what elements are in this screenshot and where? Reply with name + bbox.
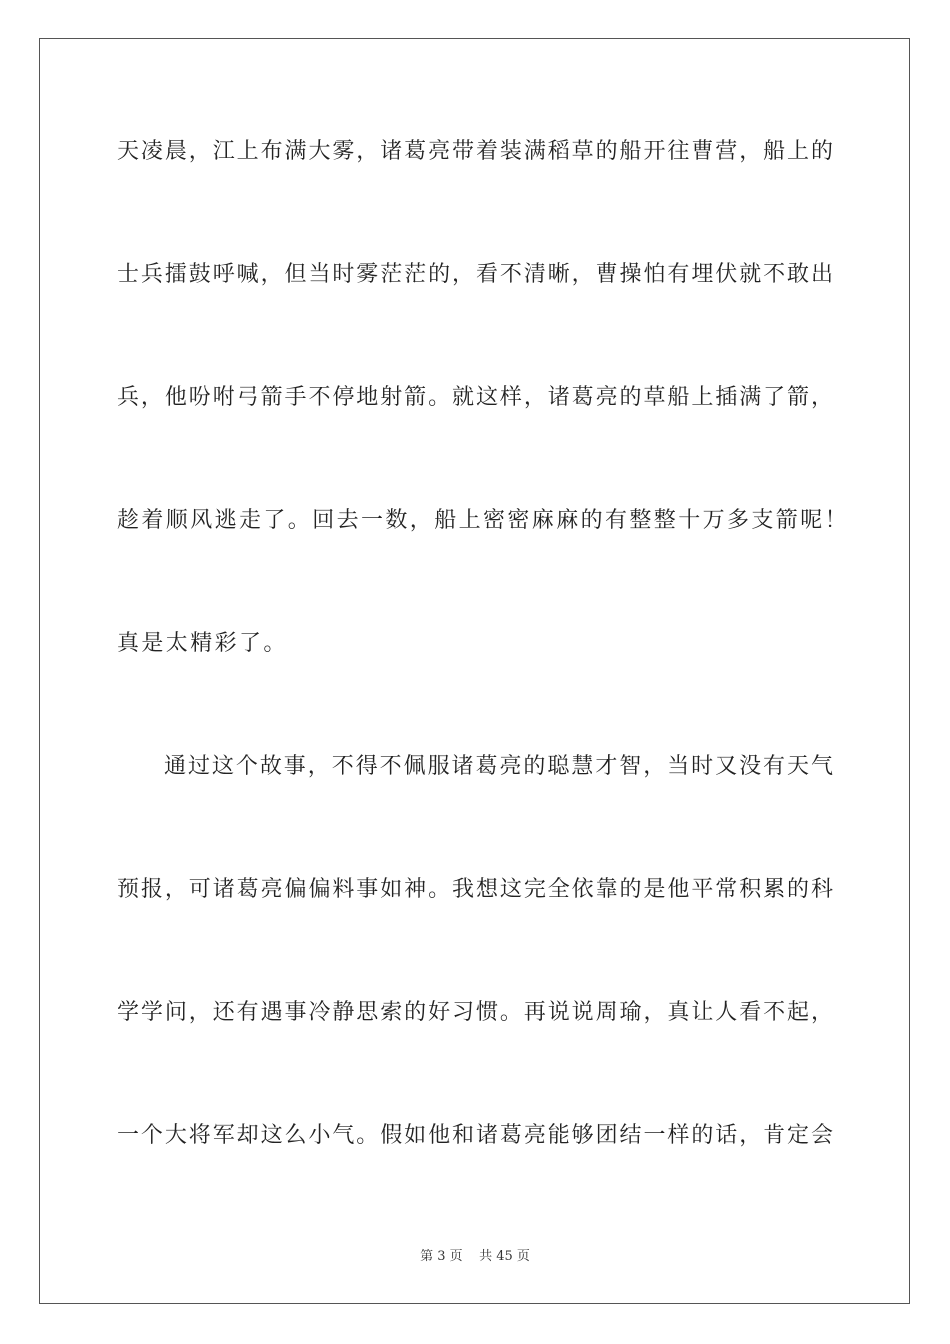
page-number-footer: 第 3 页 共 45 页 <box>420 1249 530 1264</box>
text-line-8: 学学问，还有遇事冷静思索的好习惯。再说说周瑜，真让人看不起， <box>117 1000 833 1025</box>
page-frame <box>39 38 910 1304</box>
text-line-5: 真是太精彩了。 <box>117 631 288 656</box>
text-line-1: 天凌晨，江上布满大雾，诸葛亮带着装满稻草的船开往曹营，船上的 <box>117 139 833 164</box>
text-line-3: 兵，他吩咐弓箭手不停地射箭。就这样，诸葛亮的草船上插满了箭， <box>117 385 833 410</box>
text-line-7: 预报，可诸葛亮偏偏料事如神。我想这完全依靠的是他平常积累的科 <box>117 877 833 902</box>
text-line-6: 通过这个故事，不得不佩服诸葛亮的聪慧才智，当时又没有天气 <box>164 754 833 779</box>
text-line-4: 趁着顺风逃走了。回去一数，船上密密麻麻的有整整十万多支箭呢！ <box>117 508 850 533</box>
text-line-9: 一个大将军却这么小气。假如他和诸葛亮能够团结一样的话，肯定会 <box>117 1123 833 1148</box>
text-line-2: 士兵擂鼓呼喊，但当时雾茫茫的，看不清晰，曹操怕有埋伏就不敢出 <box>117 262 833 287</box>
